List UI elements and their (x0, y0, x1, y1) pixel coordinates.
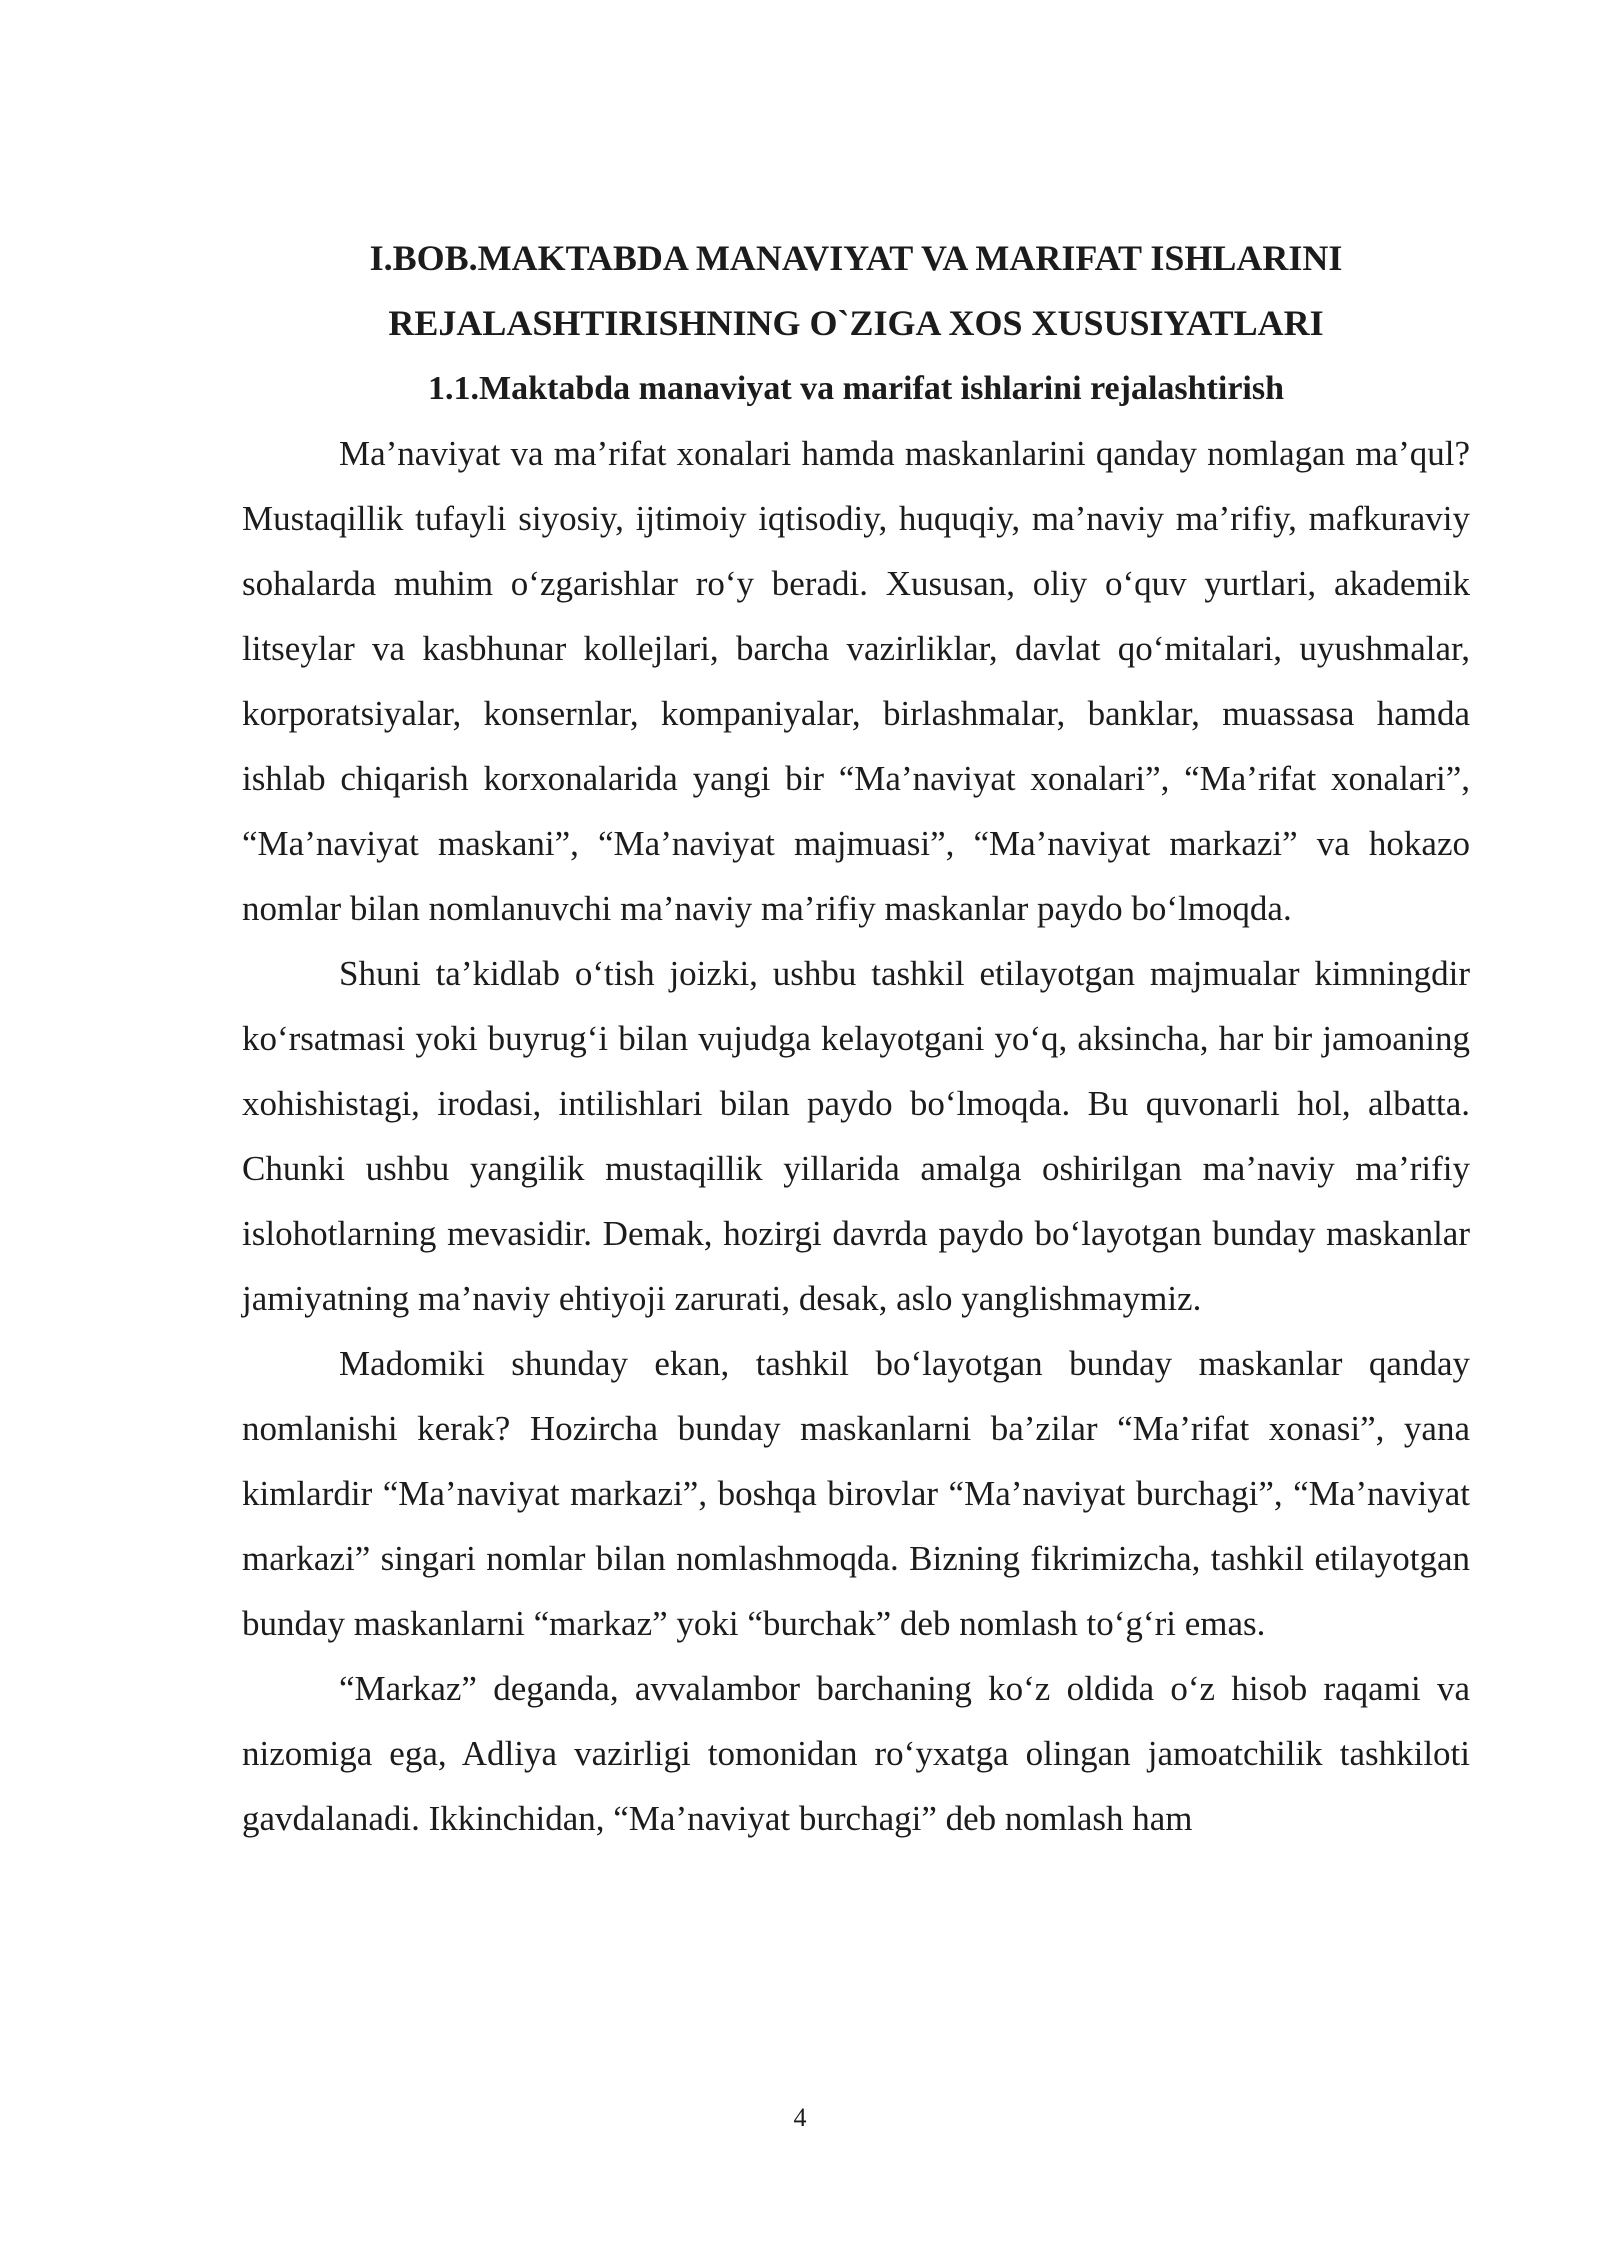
paragraph-3: Madomiki shunday ekan, tashkil bo‘layotgan bunday maskanlar qanday nomlanishi kerak? Hozircha bunday maskanlarni ba’zilar “Ma’rifat xonasi”, yana kimlardir “Ma’naviyat markazi”, boshqa birovlar “Ma’naviyat burchagi”, “Ma’naviyat markazi” singari nomlar bilan nomlashmoqda. Bizning fikrimizcha, tashkil etilayotgan bunday maskanlarni “markaz” yoki “burchak” deb nomlash to‘g‘ri emas. (242, 1344, 1470, 1643)
paragraph-4: “Markaz” deganda, avvalambor barchaning ko‘z oldida o‘z hisob raqami va nizomiga ega, Adliya vazirligi tomonidan ro‘yxatga olingan jamoatchilik tashkiloti gavdalanadi. Ikkinchidan, “Ma’naviyat burchagi” deb nomlash ham (242, 1669, 1470, 1838)
page-number: 4 (793, 2103, 807, 2132)
paragraph-1: Ma’naviyat va ma’rifat xonalari hamda maskanlarini qanday nomlagan ma’qul? Mustaqillik tufayli siyosiy, ijtimoiy iqtisodiy, huquqiy, ma’naviy ma’rifiy, mafkuraviy sohalarda muhim o‘zgarishlar ro‘y beradi. Xususan, oliy o‘quv yurtlari, akademik litseylar va kasbhunar kollejlari, barcha vazirliklar, davlat qo‘mitalari, uyushmalar, korporatsiyalar, konsernlar, kompaniyalar, birlashmalar, banklar, muassasa hamda ishlab chiqarish korxonalarida yangi bir “Ma’naviyat xonalari”, “Ma’rifat xonalari”, “Ma’naviyat maskani”, “Ma’naviyat majmuasi”, “Ma’naviyat markazi” va hokazo nomlar bilan nomlanuvchi ma’naviy ma’rifiy maskanlar paydo bo‘lmoqda. (242, 434, 1470, 928)
section-title: 1.1.Maktabda manaviyat va marifat ishlarini rejalashtirish (428, 370, 1284, 407)
paragraph-2: Shuni ta’kidlab o‘tish joizki, ushbu tashkil etilayotgan majmualar kimningdir ko‘rsatmasi yoki buyrug‘i bilan vujudga kelayotgani yo‘q, aksincha, har bir jamoaning xohishistagi, irodasi, intilishlari bilan paydo bo‘lmoqda. Bu quvonarli hol, albatta. Chunki ushbu yangilik mustaqillik yillarida amalga oshirilgan ma’naviy ma’rifiy islohotlarning mevasidir. Demak, hozirgi davrda paydo bo‘layotgan bunday maskanlar jamiyatning ma’naviy ehtiyoji zarurati, desak, aslo yanglishmaymiz. (242, 954, 1470, 1318)
chapter-title-line-2: REJALASHTIRISHNING O`ZIGA XOS XUSUSIYATLARI (388, 303, 1324, 343)
chapter-title-line-1: I.BOB.MAKTABDA MANAVIYAT VA MARIFAT ISHLARINI (369, 238, 1343, 278)
page-content (242, 226, 1470, 1851)
